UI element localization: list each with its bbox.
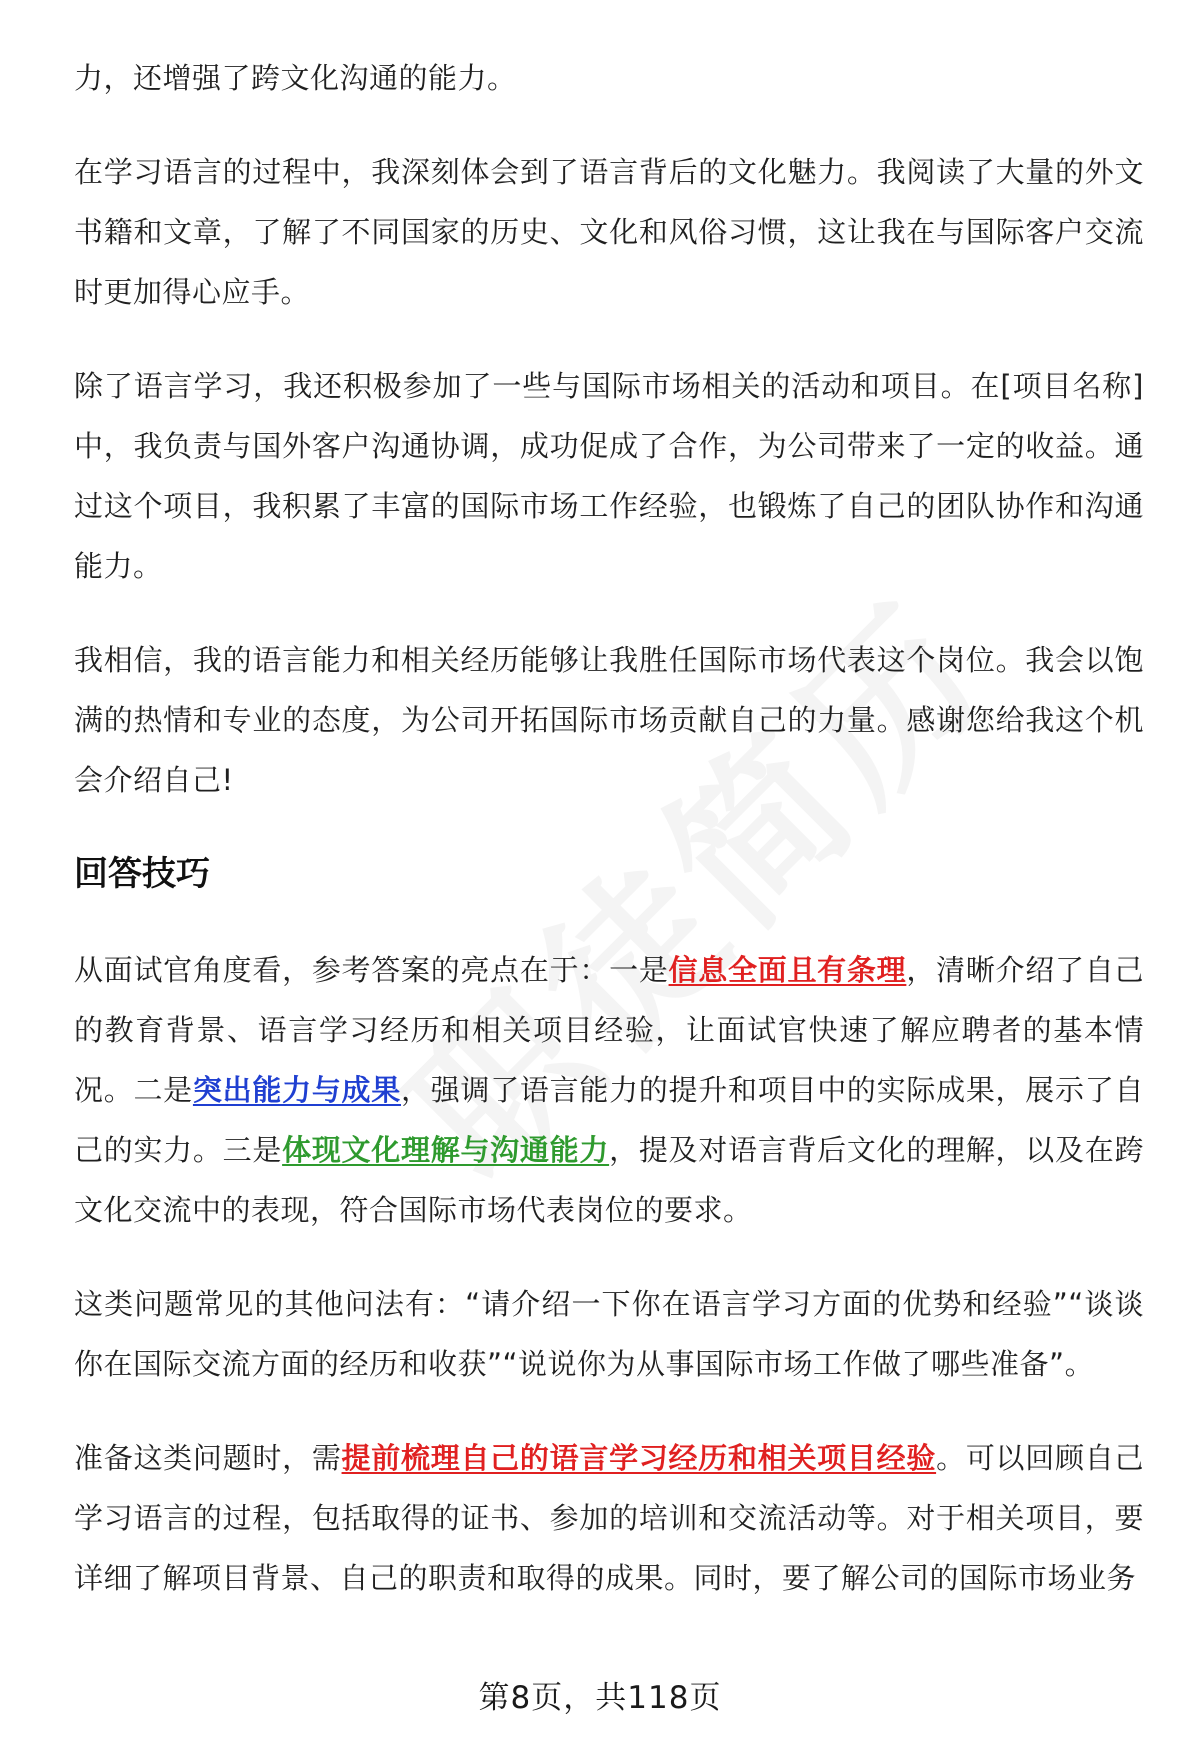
paragraph-culture: 在学习语言的过程中，我深刻体会到了语言背后的文化魅力。我阅读了大量的外文书籍和文章，了解了不同国家的历史、文化和风俗习惯，这让我在与国际客户交流时更加得心应手。 [74,155,1144,309]
paragraph-conclusion: 我相信，我的语言能力和相关经历能够让我胜任国际市场代表这个岗位。我会以饱满的热情和专业的态度，为公司开拓国际市场贡献自己的力量。感谢您给我这个机会介绍自己! [74,643,1144,797]
paragraph-projects: 除了语言学习，我还积极参加了一些与国际市场相关的活动和项目。在[项目名称]中，我负责与国外客户沟通协调，成功促成了合作，为公司带来了一定的收益。通过这个项目，我积累了丰富的国际市场工作经验，也锻炼了自己的团队协作和沟通能力。 [74,369,1144,583]
highlights-text-2: ，清晰介绍了自己的教育背景、语言学习经历和相关项目经验，让面试官快速了解应聘者的基本情况。二是 [74,953,1144,1107]
paragraph-preparation [74,1428,1144,1608]
highlights-text-4: ，提及对语言背后文化的理解，以及在跨文化交流中的表现，符合国际市场代表岗位的要求。 [74,1133,1144,1227]
paragraph-alternative-questions: 这类问题常见的其他问法有：“请介绍一下你在语言学习方面的优势和经验”“谈谈你在国际交流方面的经历和收获”“说说你为从事国际市场工作做了哪些准备”。 [74,1287,1144,1381]
highlights-text-3: ，强调了语言能力的提升和项目中的实际成果，展示了自己的实力。三是 [74,1073,1144,1167]
paragraph-highlights [74,940,1144,1240]
page-indicator: 第8页，共118页 [478,1680,722,1716]
highlight-ability: 突出能力与成果 [192,1073,402,1107]
paragraph-continuation: 力，还增强了跨文化沟通的能力。 [74,61,517,95]
preparation-text-2: 。可以回顾自己学习语言的过程，包括取得的证书、参加的培训和交流活动等。对于相关项目，要详细了解项目背景、自己的职责和取得的成果。同时，要了解公司的国际市场业务 [74,1441,1144,1595]
highlight-comprehensive: 信息全面且有条理 [668,953,907,987]
highlight-preparation: 提前梳理自己的语言学习经历和相关项目经验 [341,1441,937,1475]
section-heading-answer-tips: 回答技巧 [74,854,210,894]
preparation-text-1: 准备这类问题时，需 [74,1441,342,1475]
highlight-culture: 体现文化理解与沟通能力 [282,1133,610,1167]
highlights-text-1: 从面试官角度看，参考答案的亮点在于：一是 [74,953,669,987]
document-page [74,48,1144,1642]
